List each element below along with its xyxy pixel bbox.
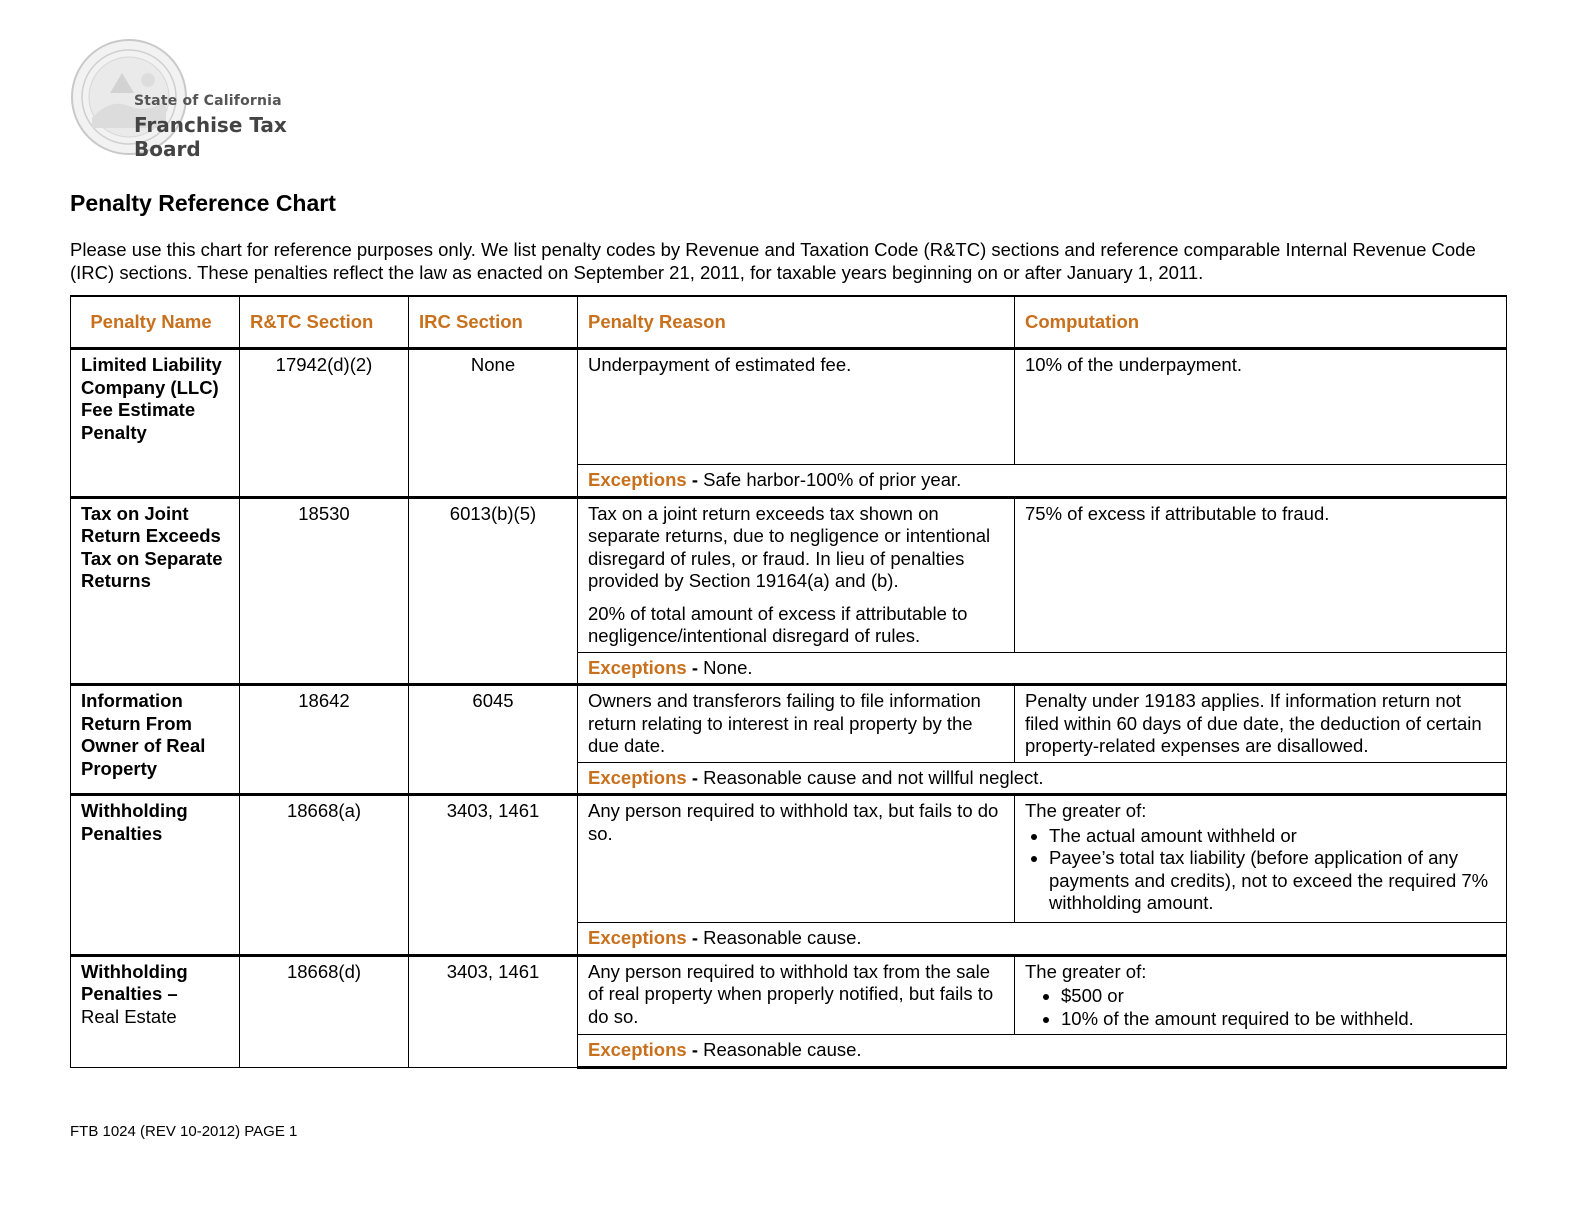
exceptions-cell: [578, 652, 1507, 685]
table-row: [71, 497, 1507, 652]
list-item: • Payee’s total tax liability (before application of any payments and credits), not to exceed the required 7% withholding amount.: [1049, 847, 1496, 915]
exceptions-label: Exceptions: [588, 469, 687, 490]
penalty-reason-text-2: 20% of total amount of excess if attributable to negligence/intentional disregard of rules.: [588, 602, 968, 646]
header-irc-section: IRC Section: [409, 296, 578, 349]
rtc-section-cell: 17942(d)(2): [240, 349, 409, 498]
exceptions-text: Safe harbor-100% of prior year.: [703, 469, 962, 490]
agency-state-label: State of California: [134, 93, 282, 109]
penalty-name-plain: Real Estate: [81, 1005, 177, 1027]
list-item: • The actual amount withheld or: [1049, 825, 1496, 848]
computation-cell: Penalty under 19183 applies. If information return not filed within 60 days of due date, the deduction of certain property-related expenses are disallowed.: [1015, 685, 1507, 763]
exceptions-cell: [578, 1035, 1507, 1068]
exceptions-text: Reasonable cause.: [703, 1039, 862, 1060]
rtc-section-cell: 18668(d): [240, 955, 409, 1067]
irc-section-cell: 3403, 1461: [409, 795, 578, 956]
agency-logo: [70, 38, 360, 161]
penalty-reason-cell: Any person required to withhold tax, but fails to do so.: [578, 795, 1015, 923]
exceptions-dash: -: [691, 927, 699, 948]
exceptions-label: Exceptions: [588, 1039, 687, 1060]
computation-cell: 10% of the underpayment.: [1015, 349, 1507, 465]
exceptions-cell: [578, 762, 1507, 795]
exceptions-dash: -: [691, 766, 699, 788]
irc-section-cell: 6045: [409, 685, 578, 795]
exceptions-label: Exceptions: [588, 656, 687, 678]
page-footer: FTB 1024 (REV 10-2012) PAGE 1: [70, 1123, 298, 1140]
list-item: • $500 or: [1061, 985, 1496, 1008]
penalty-reason-cell: Any person required to withhold tax from the sale of real property when properly notified, but fails to do so.: [578, 955, 1015, 1035]
table-row: [71, 955, 1507, 1035]
computation-cell: [1015, 795, 1507, 923]
penalty-reason-cell: Underpayment of estimated fee.: [578, 349, 1015, 465]
penalty-reason-cell: [578, 497, 1015, 652]
penalty-name-bold: Withholding Penalties –: [81, 960, 188, 1004]
exceptions-label: Exceptions: [588, 766, 687, 788]
page-title: Penalty Reference Chart: [70, 190, 336, 216]
exceptions-dash: -: [691, 469, 699, 490]
exceptions-text: Reasonable cause.: [703, 927, 862, 948]
penalty-name-cell: Withholding Penalties: [71, 795, 240, 956]
penalty-table: [70, 295, 1507, 1069]
irc-section-cell: 6013(b)(5): [409, 497, 578, 685]
rtc-section-cell: 18668(a): [240, 795, 409, 956]
exceptions-dash: -: [691, 1039, 699, 1060]
rtc-section-cell: 18530: [240, 497, 409, 685]
penalty-reason-text: Tax on a joint return exceeds tax shown on separate returns, due to negligence or intentional disregard of rules, or fraud. In lieu of penalties provided by Section 19164(a) and (b).: [588, 502, 991, 591]
exceptions-dash: -: [691, 656, 699, 678]
penalty-name-cell: Information Return From Owner of Real Property: [71, 685, 240, 795]
computation-cell: 75% of excess if attributable to fraud.: [1015, 497, 1507, 652]
irc-section-cell: 3403, 1461: [409, 955, 578, 1067]
intro-paragraph: Please use this chart for reference purposes only. We list penalty codes by Revenue and Taxation Code (R&TC) sections and reference comparable Internal Revenue Code (IRC) sections. These penalties reflect the law as enacted on September 21, 2011, for taxable years beginning on or after January 1, 2011.: [70, 239, 1476, 283]
list-item: • 10% of the amount required to be withheld.: [1061, 1008, 1496, 1031]
rtc-section-cell: 18642: [240, 685, 409, 795]
exceptions-cell: [578, 465, 1507, 498]
penalty-name-cell: [71, 955, 240, 1067]
table-row: [71, 685, 1507, 763]
computation-list: [1025, 825, 1496, 915]
header-rtc-section: R&TC Section: [240, 296, 409, 349]
table-header-row: [71, 296, 1507, 349]
exceptions-label: Exceptions: [588, 927, 687, 948]
computation-cell: [1015, 955, 1507, 1035]
table-row: [71, 795, 1507, 923]
penalty-reason-cell: Owners and transferors failing to file information return relating to interest in real property by the due date.: [578, 685, 1015, 763]
header-penalty-name: Penalty Name: [71, 296, 240, 349]
agency-name-label: Franchise Tax Board: [134, 113, 287, 161]
computation-list: [1025, 985, 1496, 1030]
exceptions-cell: [578, 923, 1507, 956]
computation-intro: The greater of:: [1025, 800, 1147, 821]
exceptions-text: Reasonable cause and not willful neglect.: [703, 766, 1044, 788]
computation-intro: The greater of:: [1025, 960, 1147, 982]
table-row: [71, 349, 1507, 465]
irc-section-cell: None: [409, 349, 578, 498]
header-computation: Computation: [1015, 296, 1507, 349]
exceptions-text: None.: [703, 656, 753, 678]
penalty-name-cell: Tax on Joint Return Exceeds Tax on Separate Returns: [71, 497, 240, 685]
penalty-name-cell: Limited Liability Company (LLC) Fee Estimate Penalty: [71, 349, 240, 498]
header-penalty-reason: Penalty Reason: [578, 296, 1015, 349]
